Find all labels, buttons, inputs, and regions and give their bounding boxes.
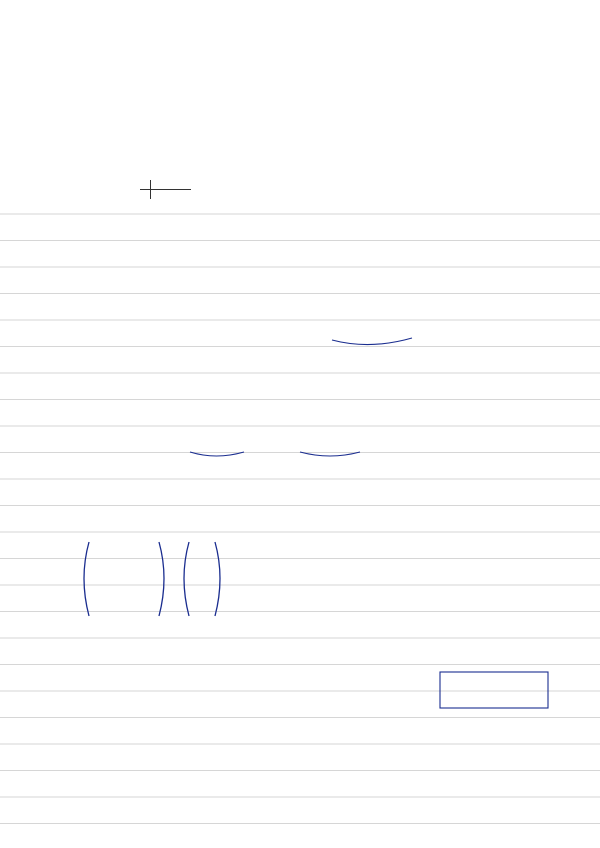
- answer-box: [440, 672, 548, 708]
